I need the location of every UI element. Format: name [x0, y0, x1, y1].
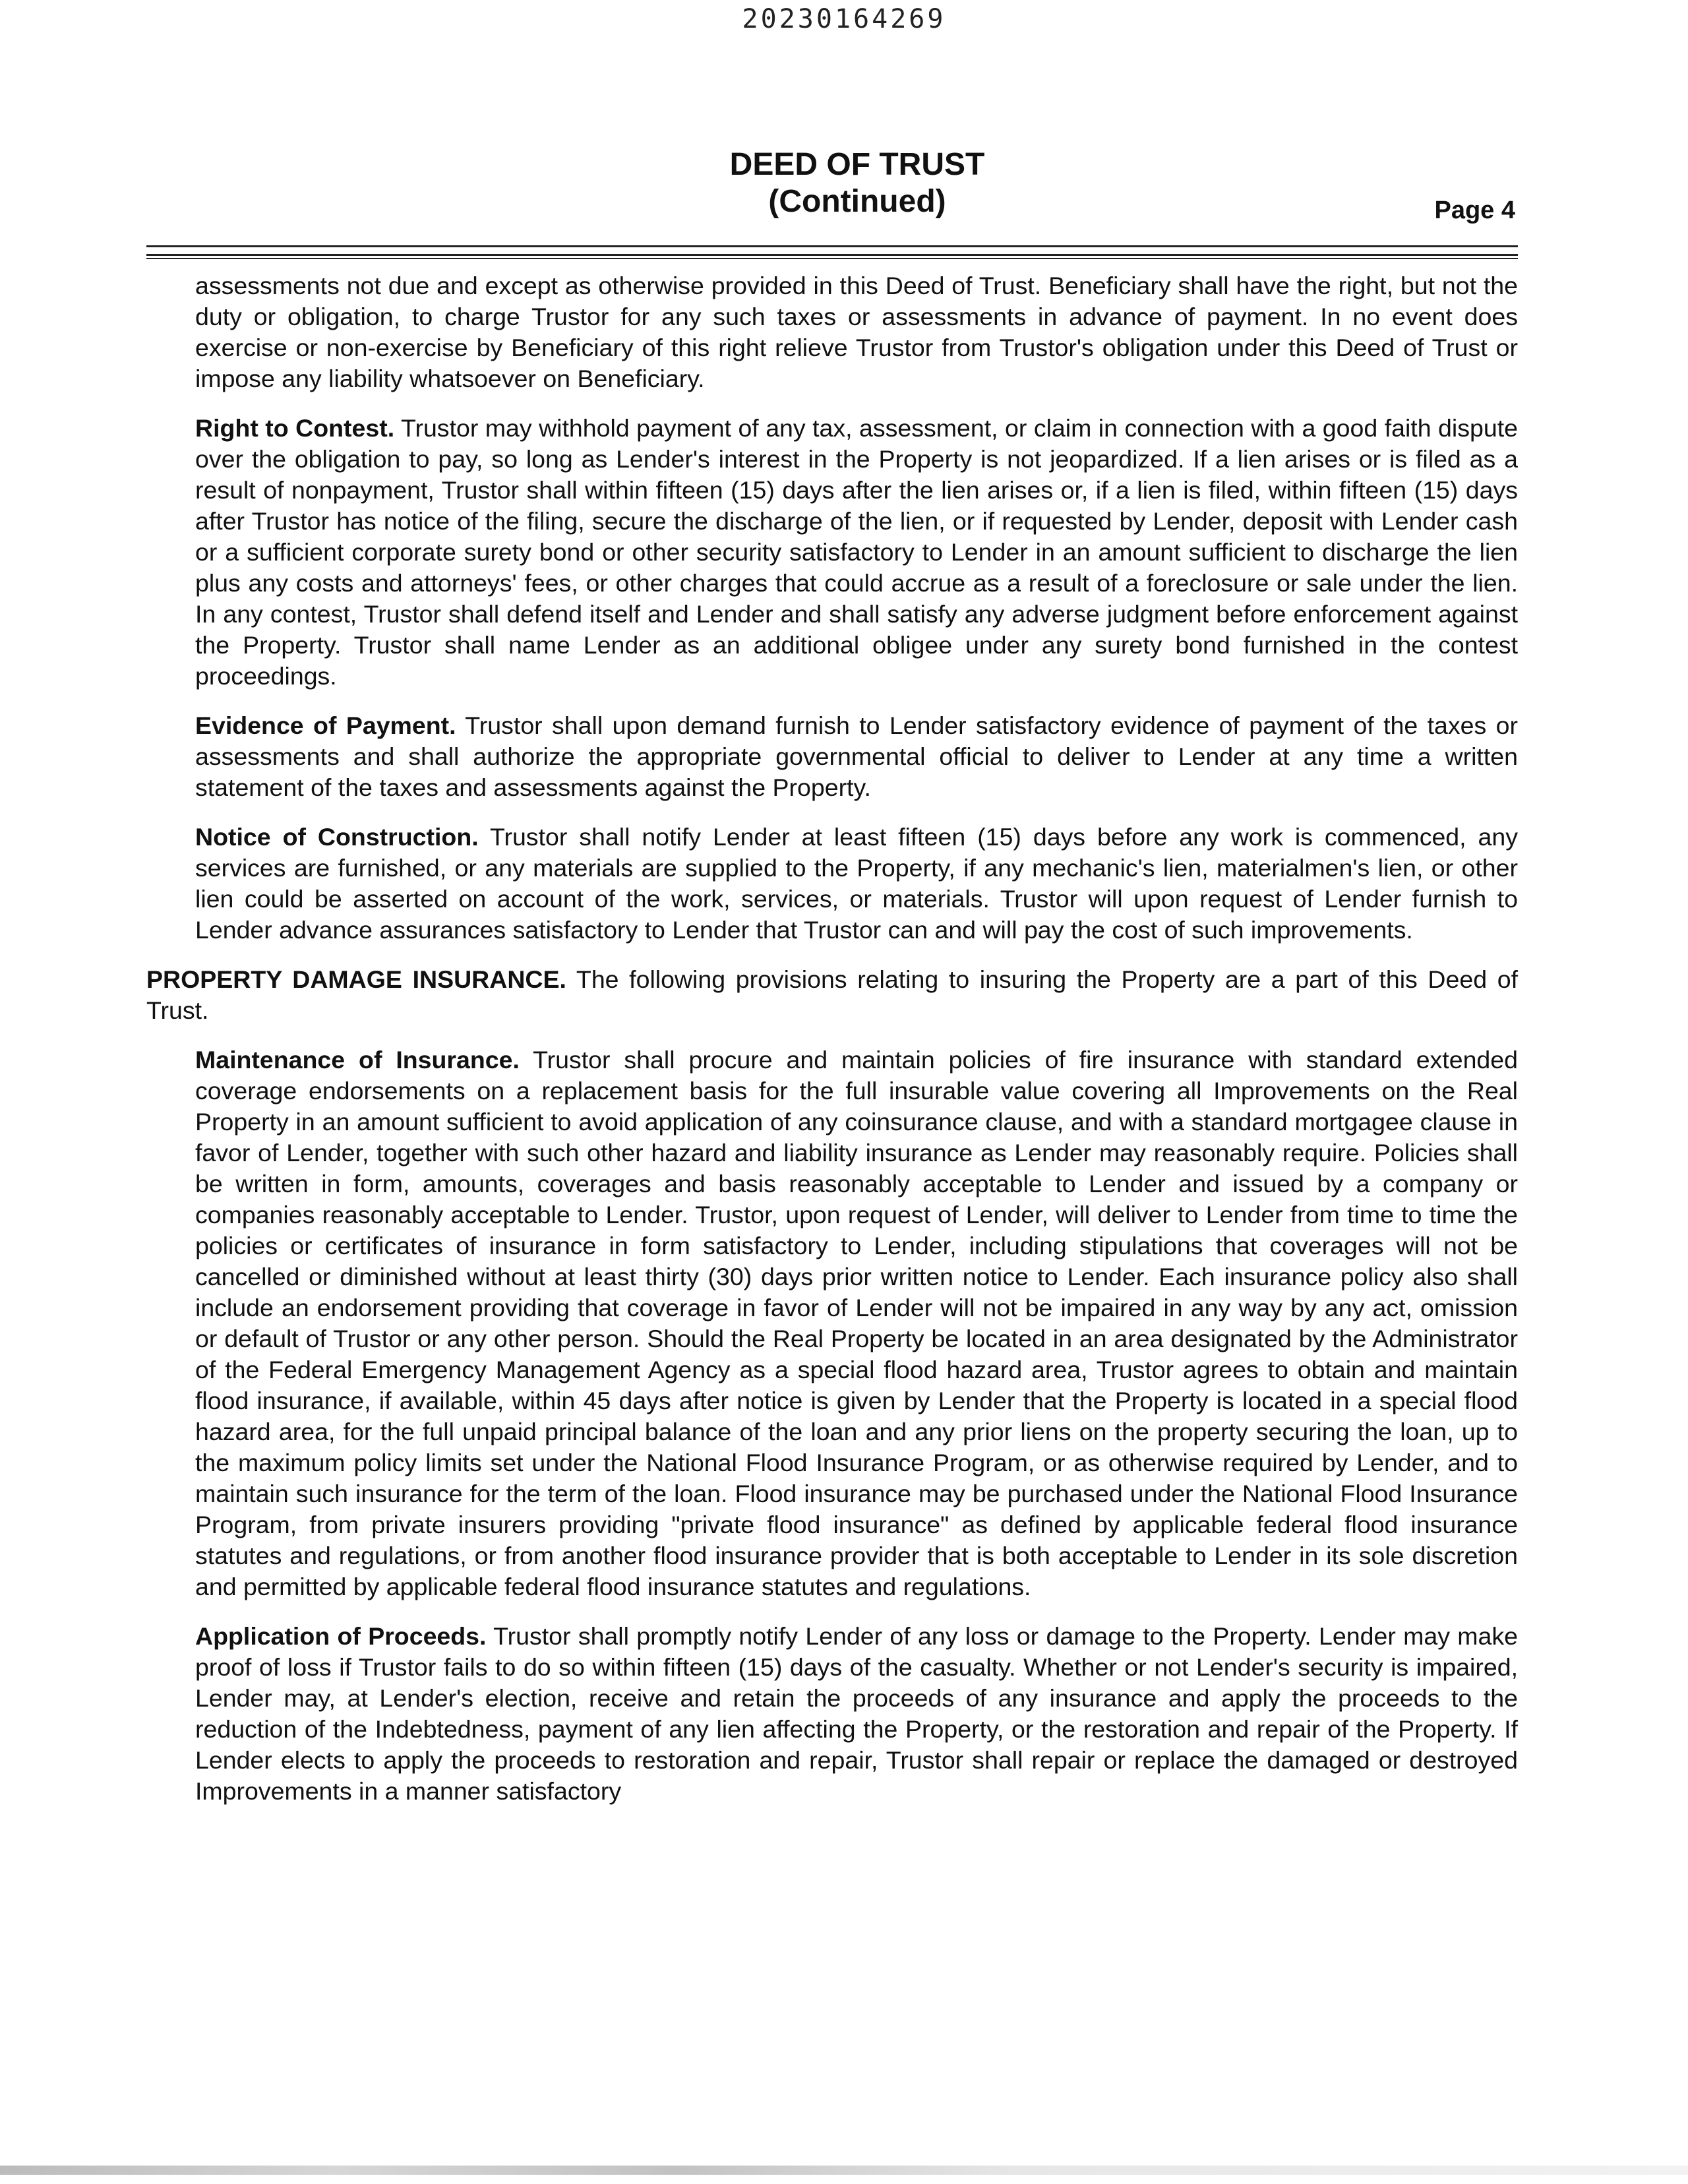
paragraph-text: Trustor shall promptly notify Lender of any loss or damage to the Property. Lender may make proof of loss if Trustor fails to do so within fifteen (15) days of the casualty. Whether or not Lender's security is impaired, Lender may, at Lender's election, receive and retain the proceeds of any insurance and apply the proceeds to the reduction of the Indebtedness, payment of any lien affecting the Property, or the restoration and repair of the Property. If Lender elects to apply the proceeds to restoration and repair, Trustor shall repair or replace the damaged or destroyed Improvements in a manner satisfactory — [195, 1622, 1518, 1805]
recording-number: 20230164269 — [742, 4, 946, 34]
paragraph-text: Trustor may withhold payment of any tax, assessment, or claim in connection with a good faith dispute over the obligation to pay, so long as Lender's interest in the Property is not jeopardized. If a lien arises or is filed as a result of nonpayment, Trustor shall within fifteen (15) days after the lien arises or, if a lien is filed, within fifteen (15) days after Trustor has notice of the filing, secure the discharge of the lien, or if requested by Lender, deposit with Lender cash or a sufficient corporate surety bond or other security satisfactory to Lender in an amount sufficient to discharge the lien plus any costs and attorneys' fees, or other charges that could accrue as a result of a foreclosure or sale under the lien. In any contest, Trustor shall defend itself and Lender and shall satisfy any adverse judgment before enforcement against the Property. Trustor shall name Lender as an additional obligee under any surety bond furnished in the contest proceedings. — [195, 414, 1518, 690]
header-rule-top — [146, 245, 1518, 247]
paragraph-heading: Right to Contest. — [195, 414, 395, 442]
paragraph-right-to-contest — [195, 413, 1518, 692]
document-title: DEED OF TRUST — [729, 147, 985, 182]
section-property-damage-insurance — [146, 964, 1518, 1026]
paragraph-heading: Notice of Construction. — [195, 823, 479, 851]
paragraph-text: Trustor shall notify Lender at least fifteen (15) days before any work is commenced, any services are furnished, or any materials are supplied to the Property, if any mechanic's lien, materialmen's lien, or other lien could be asserted on account of the work, services, or materials. Trustor will upon request of Lender furnish to Lender advance assurances satisfactory to Lender that Trustor can and will pay the cost of such improvements. — [195, 823, 1518, 944]
header-rule-bottom — [146, 258, 1518, 259]
paragraph-heading: Maintenance of Insurance. — [195, 1046, 520, 1074]
paragraph-assessments — [195, 270, 1518, 394]
paragraph-heading: Application of Proceeds. — [195, 1622, 487, 1650]
document-body — [146, 270, 1518, 1825]
paragraph-text: Trustor shall upon demand furnish to Lender satisfactory evidence of payment of the taxes or assessments and shall authorize the appropriate governmental official to deliver to Lender at any time a written statement of the taxes and assessments against the Property. — [195, 712, 1518, 801]
page-number: Page 4 — [1434, 197, 1515, 224]
section-text: The following provisions relating to insuring the Property are a part of this Deed of Trust. — [146, 965, 1518, 1024]
scan-edge-artifact — [0, 2166, 1688, 2175]
paragraph-evidence-of-payment — [195, 710, 1518, 803]
paragraph-text: assessments not due and except as otherwise provided in this Deed of Trust. Beneficiary shall have the right, but not the duty or obligation, to charge Trustor for any such taxes or assessments in advance of payment. In no event does exercise or non-exercise by Beneficiary of this right relieve Trustor from Trustor's obligation under this Deed of Trust or impose any liability whatsoever on Beneficiary. — [195, 272, 1518, 392]
section-heading: PROPERTY DAMAGE INSURANCE. — [146, 965, 566, 993]
paragraph-notice-of-construction — [195, 822, 1518, 946]
document-subtitle: (Continued) — [768, 184, 946, 219]
paragraph-text: Trustor shall procure and maintain policies of fire insurance with standard extended coverage endorsements on a replacement basis for the full insurable value covering all Improvements on the Real Property in an amount sufficient to avoid application of any coinsurance clause, and with a standard mortgagee clause in favor of Lender, together with such other hazard and liability insurance as Lender may reasonably require. Policies shall be written in form, amounts, coverages and basis reasonably acceptable to Lender and issued by a company or companies reasonably acceptable to Lender. Trustor, upon request of Lender, will deliver to Lender from time to time the policies or certificates of insurance in form satisfactory to Lender, including stipulations that coverages will not be cancelled or diminished without at least thirty (30) days prior written notice to Lender. Each insurance policy also shall include an endorsement providing that coverage in favor of Lender will not be impaired in any way by any act, omission or default of Trustor or any other person. Should the Real Property be located in an area designated by the Administrator of the Federal Emergency Management Agency as a special flood hazard area, Trustor agrees to obtain and maintain flood insurance, if available, within 45 days after notice is given by Lender that the Property is located in a special flood hazard area, for the full unpaid principal balance of the loan and any prior liens on the property securing the loan, up to the maximum policy limits set under the National Flood Insurance Program, or as otherwise required by Lender, and to maintain such insurance for the term of the loan. Flood insurance may be purchased under the National Flood Insurance Program, from private insurers providing "private flood insurance" as defined by applicable federal flood insurance statutes and regulations, or from another flood insurance provider that is both acceptable to Lender in its sole discretion and permitted by applicable federal flood insurance statutes and regulations. — [195, 1046, 1518, 1600]
paragraph-application-of-proceeds — [195, 1621, 1518, 1807]
header-rule-middle — [146, 254, 1518, 256]
paragraph-maintenance-of-insurance — [195, 1045, 1518, 1602]
paragraph-heading: Evidence of Payment. — [195, 712, 456, 739]
